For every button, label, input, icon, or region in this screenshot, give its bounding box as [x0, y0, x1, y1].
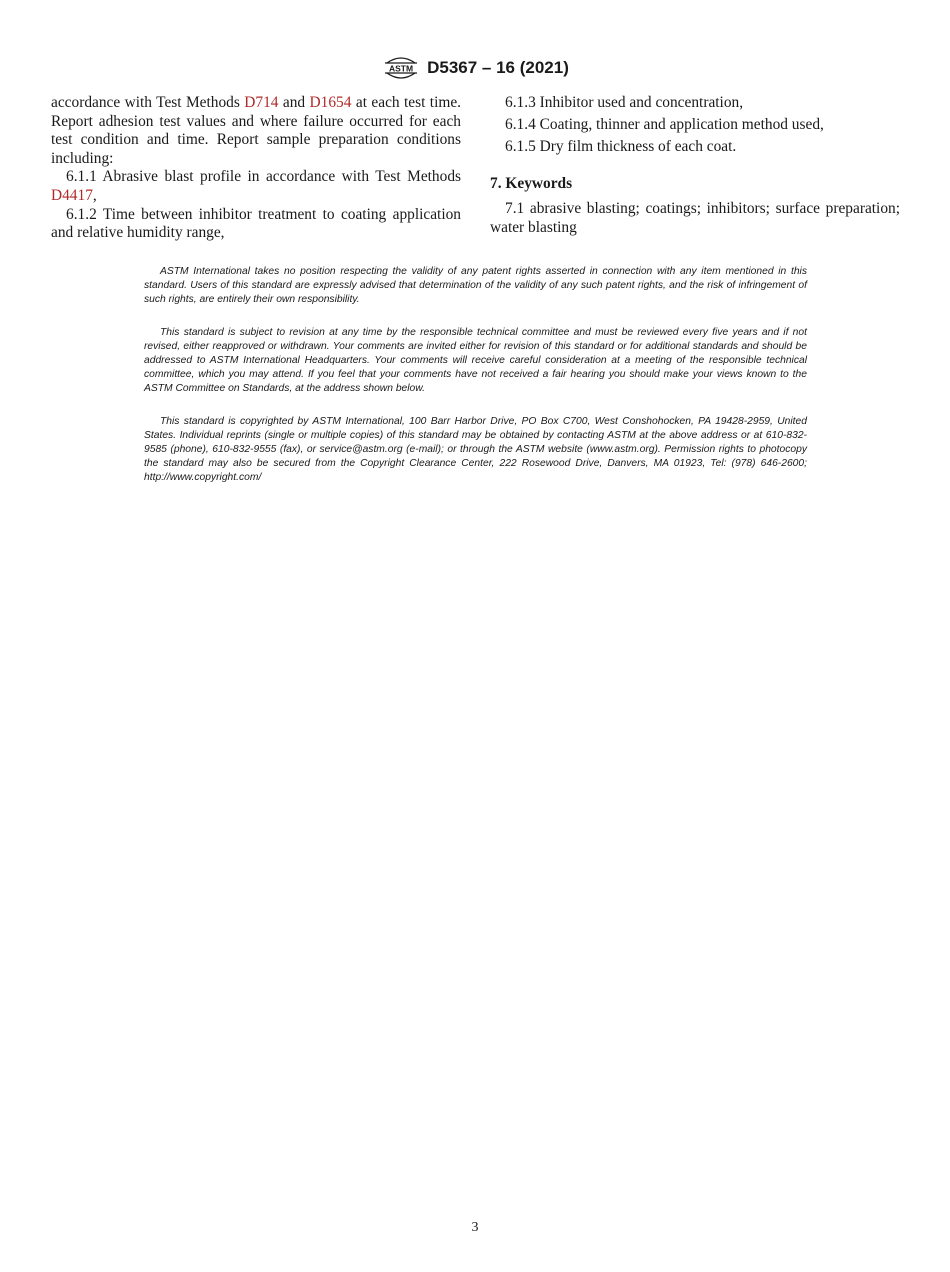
- page-number: 3: [471, 1220, 479, 1235]
- paragraph-report-continued: accordance with Test Methods D714 and D1654 at each test time. Report adhesion test values and where failure occurred for each test condition and time. Report sample preparation conditions including:: [51, 94, 462, 167]
- paragraph-7-1: 7.1 abrasive blasting; coatings; inhibitors; surface preparation; water blasting: [490, 200, 900, 236]
- paragraph-6-1-5: 6.1.5 Dry film thickness of each coat.: [505, 138, 737, 156]
- revision-notice: This standard is subject to revision at any time by the responsible technical committee and must be reviewed every five years and if not revised, either reapproved or withdrawn. Your comments are invited either for revision of this standard or for additional standards and should be addressed to ASTM International Headquarters. Your comments will receive careful consideration at a meeting of the responsible technical committee, which you may attend. If you feel that your comments have not received a fair hearing you should make your views known to the ASTM Committee on Standards, at the address shown below.: [144, 327, 807, 394]
- patent-notice: ASTM International takes no position respecting the validity of any patent rights asserted in connection with any item mentioned in this standard. Users of this standard are expressly advised that determination of the validity of any such patent rights, and the risk of infringement of such rights, are entirely their own responsibility.: [144, 266, 807, 305]
- link-d714[interactable]: D714: [244, 94, 279, 111]
- page-header: [0, 50, 950, 86]
- standard-designation: D5367 – 16 (2021): [427, 58, 569, 77]
- link-d4417[interactable]: D4417: [51, 186, 93, 204]
- left-column: [51, 94, 461, 243]
- astm-logo-text: ASTM: [389, 63, 414, 74]
- section-heading-keywords: 7. Keywords: [490, 174, 573, 192]
- right-column: [490, 94, 900, 238]
- astm-logo-icon: [381, 51, 421, 85]
- paragraph-6-1-2: 6.1.2 Time between inhibitor treatment to coating application and relative humidity range,: [51, 205, 461, 242]
- paragraph-6-1-1: 6.1.1 Abrasive blast profile in accordance with Test Methods D4417,: [51, 168, 461, 204]
- link-d1654[interactable]: D1654: [309, 94, 352, 111]
- paragraph-6-1-4: 6.1.4 Coating, thinner and application method used,: [505, 116, 824, 134]
- paragraph-6-1-3: 6.1.3 Inhibitor used and concentration,: [505, 94, 744, 111]
- copyright-notice: This standard is copyrighted by ASTM International, 100 Barr Harbor Drive, PO Box C700, West Conshohocken, PA 19428-2959, United States. Individual reprints (single or multiple copies) of this standard may be obtained by contacting ASTM at the above address or at 610-832-9585 (phone), 610-832-9555 (fax), or service@astm.org (e-mail); or through the ASTM website (www.astm.org). Permission rights to photocopy the standard may also be secured from the Copyright Clearance Center, 222 Rosewood Drive, Danvers, MA 01923, Tel: (978) 646-2600; http://www.copyright.com/: [144, 416, 807, 483]
